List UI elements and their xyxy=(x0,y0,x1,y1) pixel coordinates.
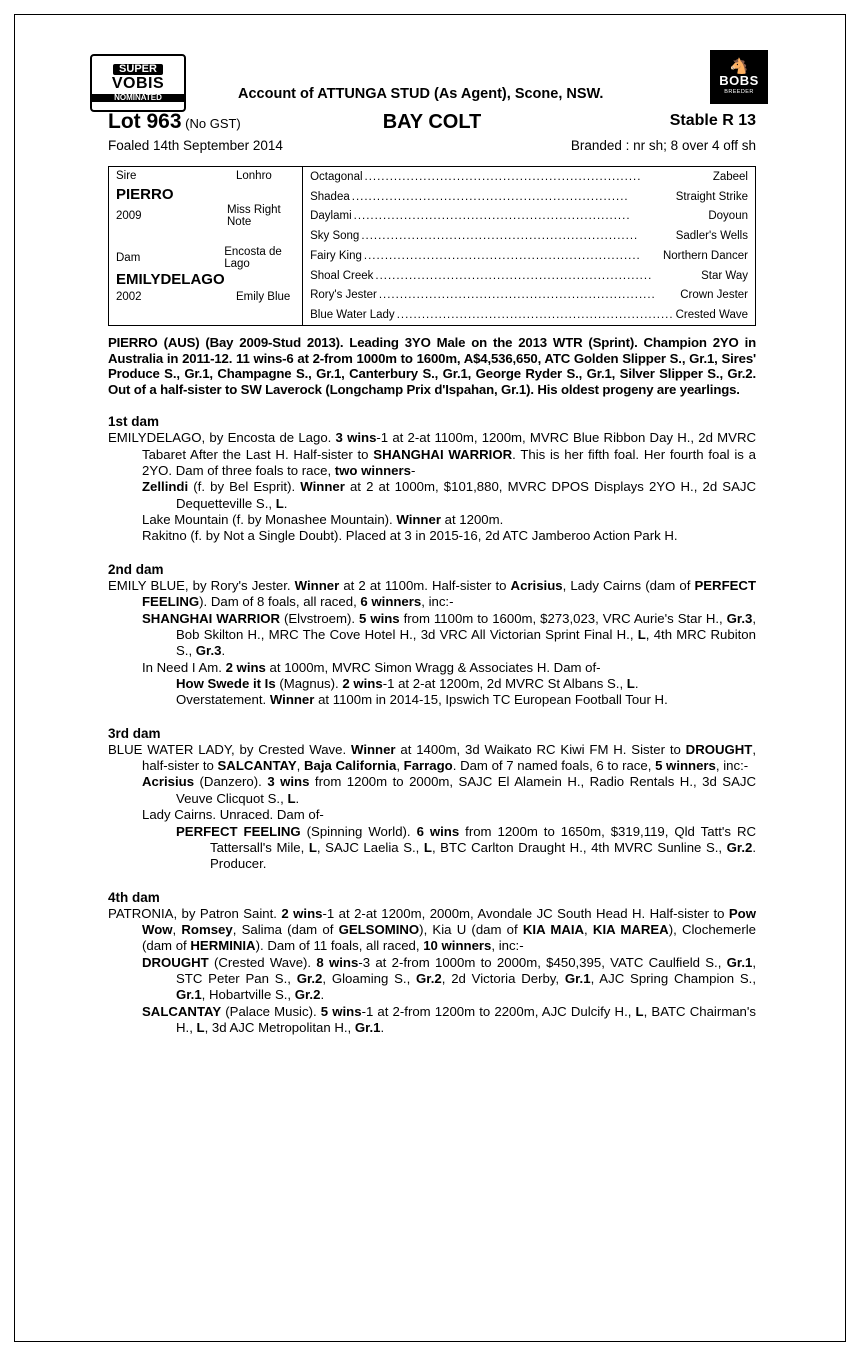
page-content xyxy=(108,44,759,1036)
table-row xyxy=(303,286,755,306)
spacer-row-1 xyxy=(109,228,302,246)
sire-dam: Miss Right Note xyxy=(227,203,281,228)
spacer-row-2 xyxy=(109,307,302,325)
dam-sire: Encosta de Lago xyxy=(224,245,282,270)
pedigree-paragraph: BLUE WATER LADY, by Crested Wave. Winner at 1400m, 3d Waikato RC Kiwi FM H. Sister to DROUGHT, half-sister to SALCANTAY, Baja California, Farrago. Dam of 7 named foals, 6 to race, 5 winners, inc:- xyxy=(108,741,757,774)
pedigree-sections xyxy=(108,414,756,1036)
dam-dam: Emily Blue xyxy=(236,291,291,304)
stable-number: Stable R 13 xyxy=(669,112,756,129)
brand-description: Branded : nr sh; 8 over 4 off sh xyxy=(570,138,756,153)
pedigree-paragraph: Overstatement. Winner at 1100m in 2014-15, Ipswich TC European Football Tour H. xyxy=(176,692,668,708)
ancestor-parent: Crested Wave xyxy=(675,309,748,322)
dam-label: Dam xyxy=(116,251,141,264)
sire-summary: PIERRO (AUS) (Bay 2009-Stud 2013). Leading 3YO Male on the 2013 WTR (Sprint). Champion 2YO in Australia in 2011-12. 11 wins-6 at 2-from 1000m to 1600m, A$4,536,650, ATC Golden Slipper S., Gr.1, Sires' Produce S., Gr.1, Champagne S., Gr.1, Canterbury S., Gr.1, George Ryder S., Gr.1, Silver Slipper S., Gr.2. Out of a half-sister to SW Laverock (Longchamp Prix d'Ispahan, Gr.1). His oldest progeny are yearlings. xyxy=(108,335,756,397)
pedigree-paragraph: PATRONIA, by Patron Saint. 2 wins-1 at 2-at 1200m, 2000m, Avondale JC South Head H. Half-sister to Pow Wow, Romsey, Salima (dam of GELSOMINO), Kia U (dam of KIA MAIA, KIA MAREA), Clochemerle (dam of HERMINIA). Dam of 11 foals, all raced, 10 winners, inc:- xyxy=(108,905,756,954)
bobs-logo xyxy=(710,50,768,104)
lot-number-text: Lot 963 xyxy=(108,110,182,133)
sire-label-row xyxy=(109,167,302,185)
ancestor-name: Shoal Creek xyxy=(310,269,374,282)
ancestor-parent: Sadler's Wells xyxy=(675,230,748,243)
vobis-super-label: SUPER xyxy=(113,64,163,75)
dam-year: 2002 xyxy=(116,291,142,304)
super-vobis-logo xyxy=(90,54,186,112)
account-line: Account of ATTUNGA STUD (As Agent), Scone, NSW. xyxy=(238,86,604,102)
pedigree-paragraph: SHANGHAI WARRIOR (Elvstroem). 5 wins from 1100m to 1600m, $273,023, VRC Aurie's Star H., Gr.3, Bob Skilton H., MRC The Cove Hotel H., 3d VRC All Victorian Sprint Final H., L, 4th MRC Rubiton S., Gr.3. xyxy=(142,610,757,659)
ancestor-name: Fairy King xyxy=(310,249,362,262)
pedigree-paragraph: SALCANTAY (Palace Music). 5 wins-1 at 2-from 1200m to 2200m, AJC Dulcify H., L, BATC Chairman's H., L, 3d AJC Metropolitan H., Gr.1. xyxy=(142,1003,757,1036)
table-row xyxy=(303,266,755,286)
foaled-branded-row xyxy=(108,138,756,158)
sire-label: Sire xyxy=(116,170,137,183)
sire-name: PIERRO xyxy=(116,185,174,203)
dot-leader: .................................................................. xyxy=(375,269,653,282)
table-row xyxy=(303,226,755,246)
dam-section-heading: 1st dam xyxy=(108,414,160,430)
lot-title-row xyxy=(108,110,756,136)
pedigree-paragraph: How Swede it Is (Magnus). 2 wins-1 at 2-at 1200m, 2d MVRC St Albans S., L. xyxy=(176,675,639,691)
sire-year: 2009 xyxy=(116,209,142,222)
ancestor-name: Daylami xyxy=(310,210,352,223)
table-row xyxy=(303,305,755,325)
pedigree-left-column xyxy=(109,167,303,325)
pedigree-paragraph: PERFECT FEELING (Spinning World). 6 wins from 1200m to 1650m, $319,119, Qld Tatt's RC Tattersall's Mile, L, SAJC Laelia S., L, BTC Carlton Draught H., 4th MVRC Sunline S., Gr.2. Producer. xyxy=(176,823,757,872)
sire-name-row xyxy=(109,185,302,203)
dot-leader: .................................................................. xyxy=(353,210,631,223)
ancestor-parent: Zabeel xyxy=(712,170,748,183)
pedigree-paragraph: In Need I Am. 2 wins at 1000m, MVRC Simon Wragg & Associates H. Dam of- xyxy=(142,659,601,675)
pedigree-paragraph: Lake Mountain (f. by Monashee Mountain). Winner at 1200m. xyxy=(142,512,504,528)
dot-leader: .................................................................. xyxy=(378,289,656,302)
pedigree-paragraph: EMILYDELAGO, by Encosta de Lago. 3 wins-1 at 2-at 1100m, 1200m, MVRC Blue Ribbon Day H., 2d MVRC Tabaret After the Last H. Half-sister to SHANGHAI WARRIOR. This is her fifth foal. Her fourth foal is a 2YO. Dam of three foals to race, two winners- xyxy=(108,430,756,479)
dam-section-heading: 3rd dam xyxy=(108,725,161,741)
sire-year-row xyxy=(109,204,302,228)
page-header xyxy=(108,44,759,104)
pedigree-paragraph: Acrisius (Danzero). 3 wins from 1200m to 2000m, SAJC El Alamein H., Radio Rentals H., 3d SAJC Veuve Clicquot S., L. xyxy=(142,774,757,806)
ancestor-parent: Doyoun xyxy=(708,210,748,223)
sire-sire: Lonhro xyxy=(236,170,272,183)
ancestor-name: Sky Song xyxy=(310,230,360,243)
pedigree-paragraph: Rakitno (f. by Not a Single Doubt). Placed at 3 in 2015-16, 2d ATC Jamberoo Action Park H. xyxy=(142,528,678,544)
dot-leader: .................................................................. xyxy=(363,249,641,262)
pedigree-paragraph: EMILY BLUE, by Rory's Jester. Winner at 2 at 1100m. Half-sister to Acrisius, Lady Cairns (dam of PERFECT FEELING). Dam of 8 foals, all raced, 6 winners, inc:- xyxy=(108,577,756,610)
bobs-sub-label: BREEDER xyxy=(724,88,754,95)
lot-number xyxy=(108,110,241,134)
dam-label-row xyxy=(109,246,302,270)
dot-leader: .................................................................. xyxy=(351,190,629,203)
dam-name-row xyxy=(109,270,302,288)
pedigree-table xyxy=(108,166,756,326)
pedigree-paragraph: DROUGHT (Crested Wave). 8 wins-3 at 2-from 1000m to 2000m, $450,395, VATC Caulfield S., Gr.1, STC Peter Pan S., Gr.2, Gloaming S., Gr.2, 2d Victoria Derby, Gr.1, AJC Spring Champion S., Gr.1, Hobartville S., Gr.2. xyxy=(142,954,756,1003)
bobs-main-label: BOBS xyxy=(719,73,759,89)
vobis-main-label: VOBIS xyxy=(111,75,165,92)
dot-leader: .................................................................. xyxy=(364,170,642,183)
dam-year-row xyxy=(109,288,302,306)
table-row xyxy=(303,187,755,207)
dam-name: EMILYDELAGO xyxy=(116,270,225,288)
ancestor-name: Octagonal xyxy=(310,170,363,183)
lot-gst-note: (No GST) xyxy=(181,116,241,131)
table-row xyxy=(303,207,755,227)
pedigree-right-column xyxy=(303,167,755,325)
dot-leader: .................................................................. xyxy=(361,230,639,243)
ancestor-parent: Northern Dancer xyxy=(662,249,748,262)
dam-section-heading: 4th dam xyxy=(108,889,160,905)
colour-sex: BAY COLT xyxy=(382,111,482,133)
dot-leader: .................................................................. xyxy=(396,309,674,322)
dam-section-heading: 2nd dam xyxy=(108,561,164,577)
table-row xyxy=(303,167,755,187)
horse-icon: 🐴 xyxy=(729,58,749,76)
ancestor-parent: Crown Jester xyxy=(680,289,748,302)
ancestor-name: Shadea xyxy=(310,190,350,203)
table-row xyxy=(303,246,755,266)
pedigree-paragraph: Lady Cairns. Unraced. Dam of- xyxy=(142,807,324,823)
ancestor-name: Rory's Jester xyxy=(310,289,377,302)
ancestor-name: Blue Water Lady xyxy=(310,309,395,322)
vobis-nominated-label: NOMINATED xyxy=(92,94,184,102)
ancestor-parent: Straight Strike xyxy=(675,190,748,203)
foaled-date: Foaled 14th September 2014 xyxy=(108,138,283,153)
pedigree-paragraph: Zellindi (f. by Bel Esprit). Winner at 2 at 1000m, $101,880, MVRC DPOS Displays 2YO H., 2d SAJC Dequetteville S., L. xyxy=(142,479,756,511)
ancestor-parent: Star Way xyxy=(701,269,748,282)
